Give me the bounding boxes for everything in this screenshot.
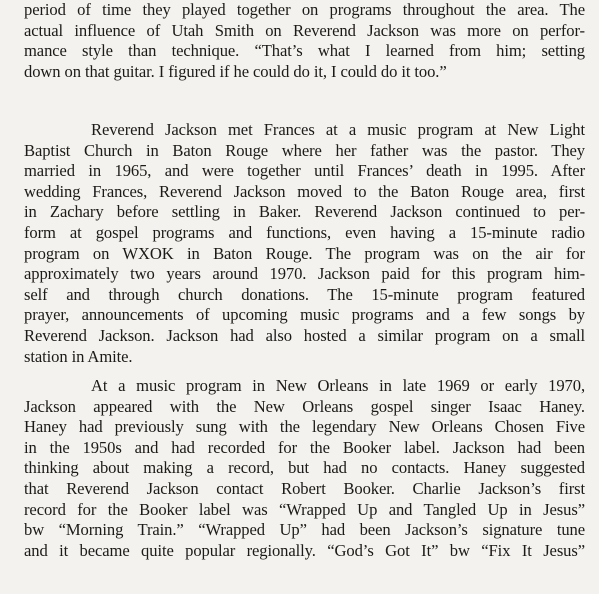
text-line: approximately two years around 1970. Jackson paid for this program him-: [24, 264, 585, 284]
text-line: and it became quite popular regionally. “God’s Got It” bw “Fix It Jesus”: [24, 540, 585, 560]
text-line: that Reverend Jackson contact Robert Booker. Charlie Jackson’s first: [24, 478, 585, 498]
text-line: Haney had previously sung with the legendary New Orleans Chosen Five: [24, 417, 585, 437]
text-line: in Zachary before settling in Baker. Reverend Jackson continued to per-: [24, 202, 585, 222]
text-line: Reverend Jackson. Jackson had also hosted a similar program on a small: [24, 325, 585, 345]
text-line: thinking about making a record, but had no contacts. Haney suggested: [24, 458, 585, 478]
paragraph-2: [24, 120, 585, 367]
text-line: bw “Morning Train.” “Wrapped Up” had been Jackson’s signature tune: [24, 520, 585, 540]
text-line: prayer, announcements of upcoming music programs and a few songs by: [24, 305, 585, 325]
text-line: mance style than technique. “That’s what I learned from him; setting: [24, 41, 585, 61]
text-line: Jackson appeared with the New Orleans gospel singer Isaac Haney.: [24, 396, 585, 416]
text-line: actual influence of Utah Smith on Reverend Jackson was more on perfor-: [24, 20, 585, 40]
text-line: Reverend Jackson met Frances at a music program at New Light: [91, 120, 585, 139]
text-line: in the 1950s and had recorded for the Booker label. Jackson had been: [24, 437, 585, 457]
text-line: wedding Frances, Reverend Jackson moved to the Baton Rouge area, first: [24, 181, 585, 201]
paragraph-3: [24, 376, 585, 561]
text-line: self and through church donations. The 15-minute program featured: [24, 284, 585, 304]
text-line: married in 1965, and were together until Frances’ death in 1995. After: [24, 161, 585, 181]
text-line: record for the Booker label was “Wrapped Up and Tangled Up in Jesus”: [24, 499, 585, 519]
paragraph-1: [24, 0, 585, 82]
text-line: period of time they played together on programs throughout the area. The: [24, 0, 585, 19]
text-line: Baptist Church in Baton Rouge where her father was the pastor. They: [24, 140, 585, 160]
text-line: station in Amite.: [24, 346, 133, 366]
text-line: program on WXOK in Baton Rouge. The program was on the air for: [24, 243, 585, 263]
text-line: At a music program in New Orleans in late 1969 or early 1970,: [91, 376, 585, 395]
text-line: down on that guitar. I figured if he could do it, I could do it too.”: [24, 61, 447, 81]
text-line: form at gospel programs and functions, even having a 15-minute radio: [24, 222, 585, 242]
